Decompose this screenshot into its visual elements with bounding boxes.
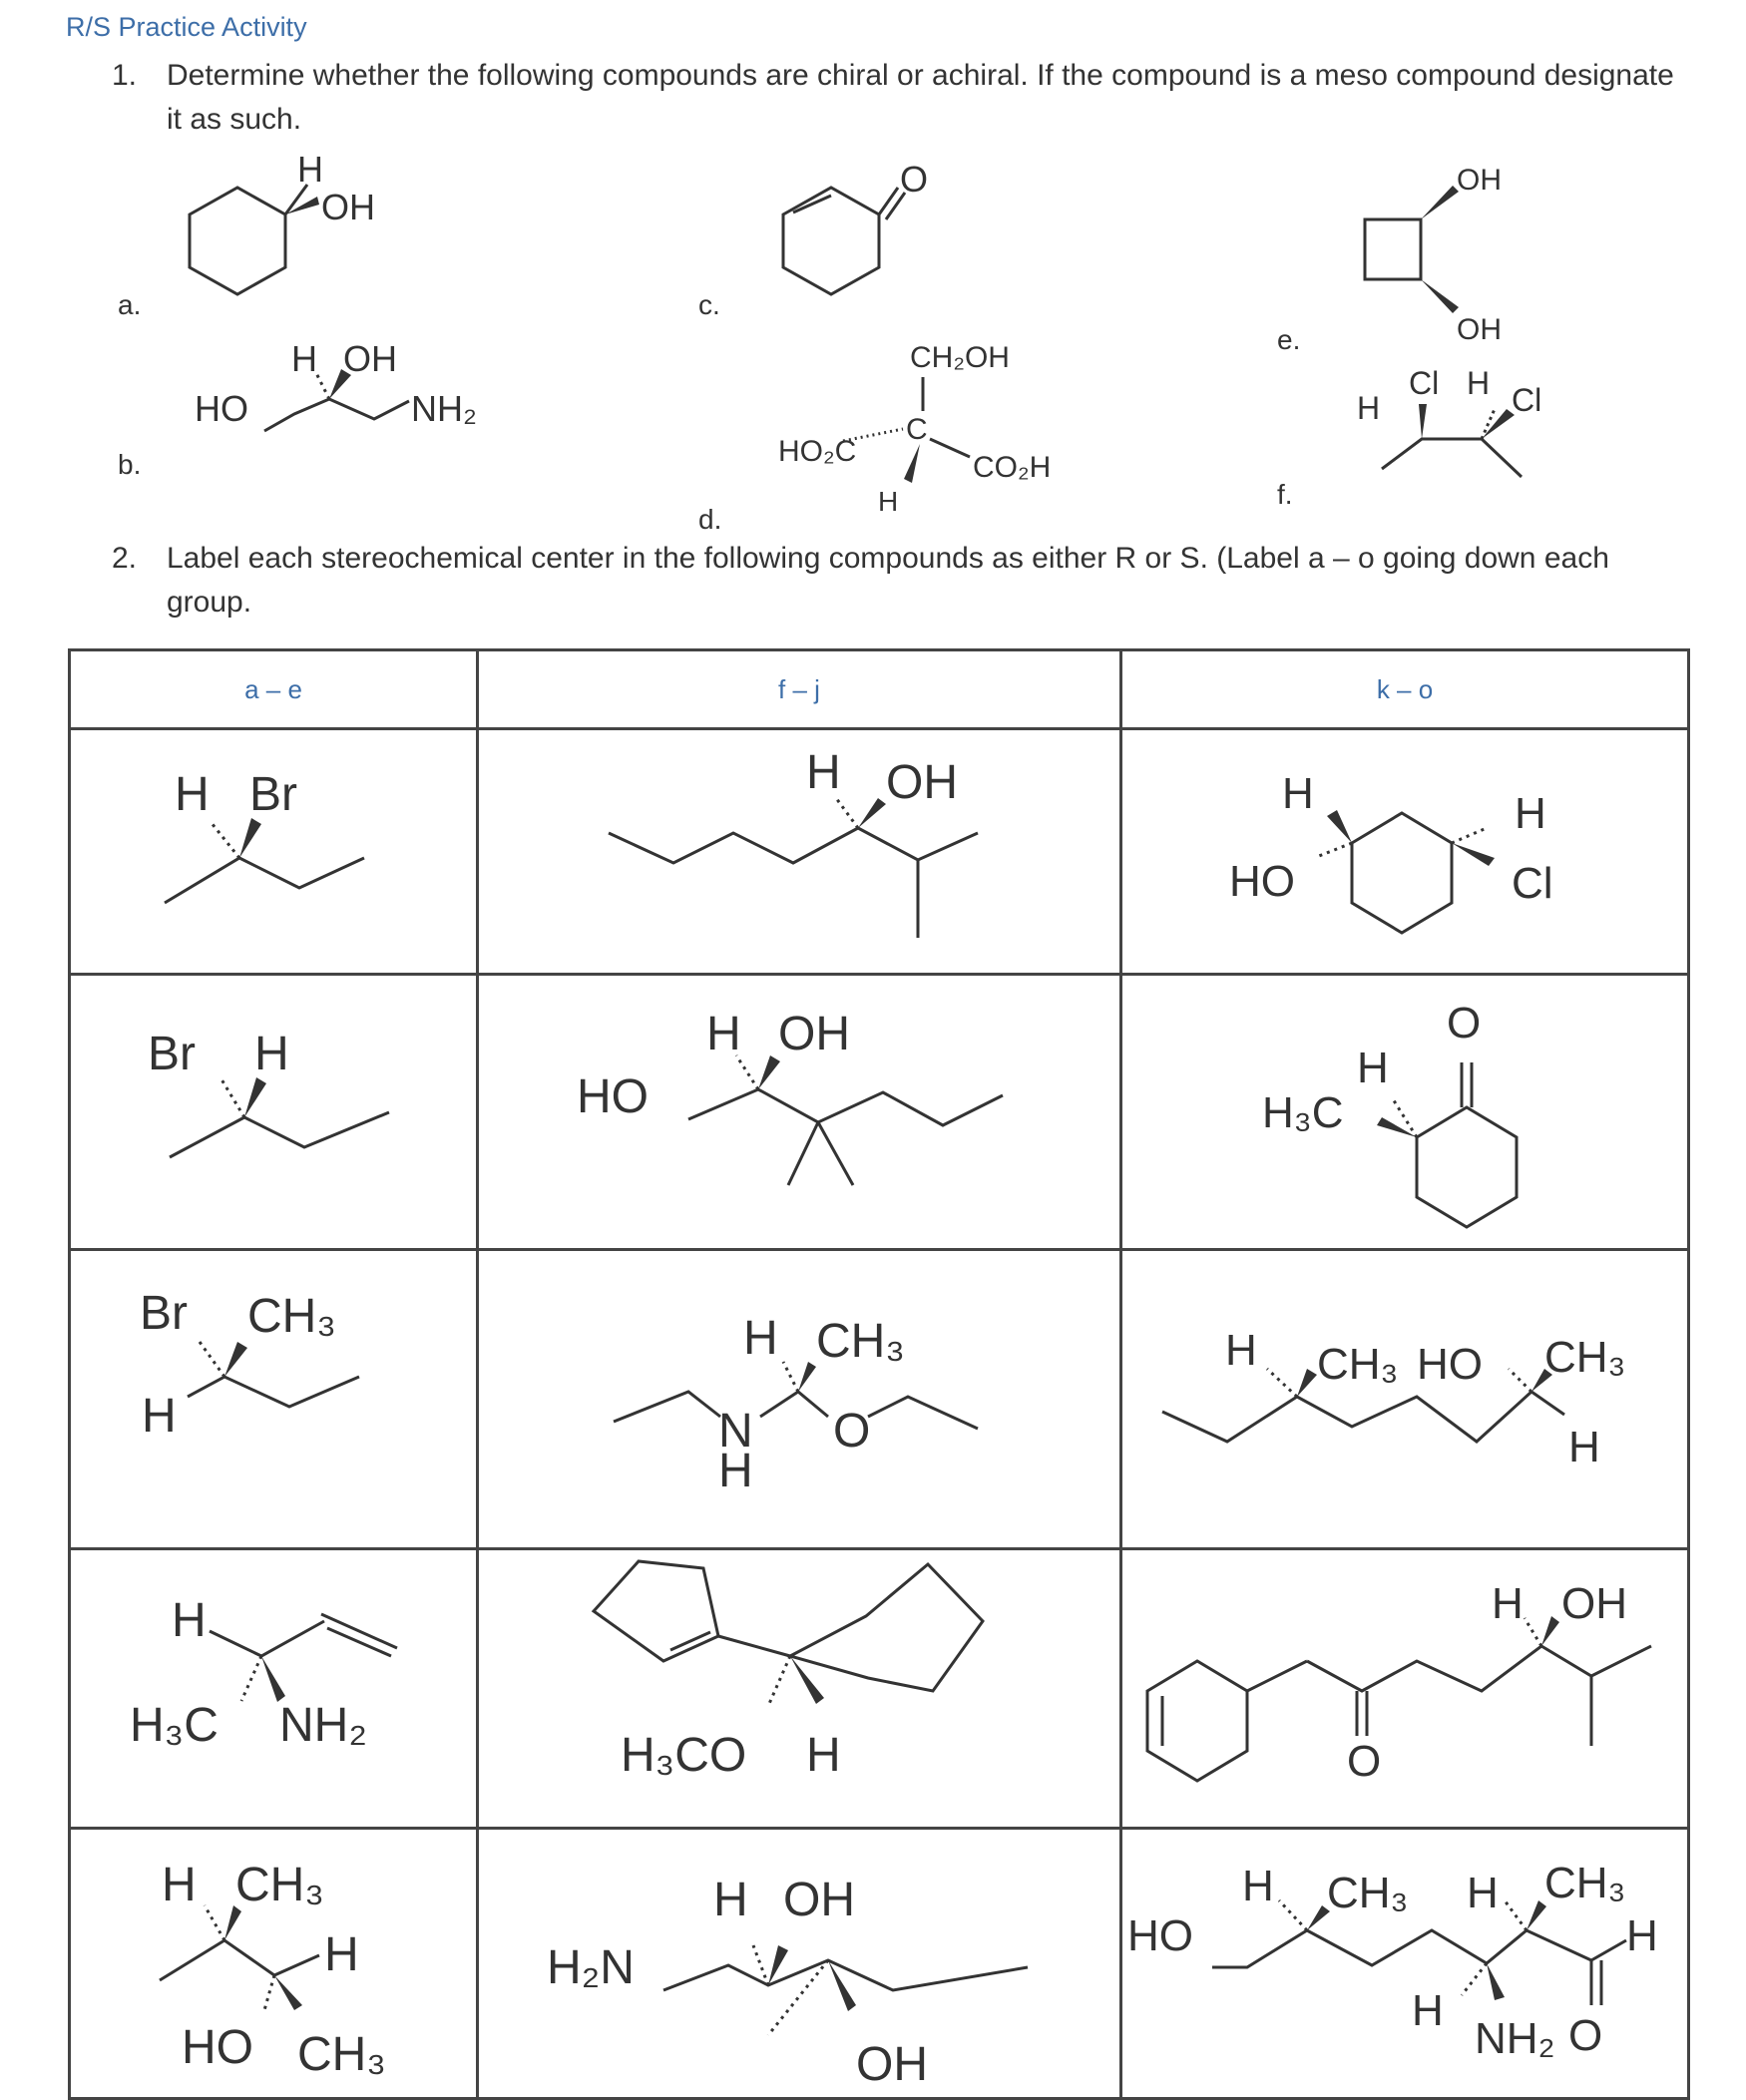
column-header-a-e: a – e [70, 650, 478, 729]
molecule-2h [614, 1312, 978, 1497]
molecule-1f [1357, 365, 1541, 477]
atom-label: Br [249, 768, 297, 821]
atom-label: H [1412, 1986, 1444, 2035]
atom-label: O [1447, 999, 1482, 1048]
atom-label: H₂N [547, 1941, 635, 1994]
atom-label: H [713, 1874, 748, 1926]
atom-label: CH₃ [247, 1290, 336, 1343]
molecule-2e [160, 1859, 386, 2081]
atom-label: H [1357, 390, 1381, 426]
molecule-2b [148, 1028, 389, 1157]
question-1-text: Determine whether the following compounds are chiral or achiral. If the compound is a meso compound designate it as such. [167, 59, 1674, 136]
atom-label: CH₃ [1544, 1859, 1626, 1907]
atom-label: OH [1457, 313, 1502, 346]
atom-label: HO [182, 2021, 253, 2074]
atom-label: OH [343, 338, 397, 379]
atom-label: OH [321, 187, 375, 227]
column-header-k-o: k – o [1121, 650, 1689, 729]
molecule-1a [190, 149, 375, 294]
label-1d: d. [698, 504, 722, 535]
molecule-2c [140, 1287, 359, 1443]
atom-label: H [878, 486, 899, 517]
atom-label: OH [783, 1874, 855, 1926]
atom-label: O [1568, 2011, 1603, 2060]
atom-label: HO₂C [778, 435, 857, 468]
atom-label: H [1467, 1869, 1499, 1917]
atom-label: NH₂ [1475, 2014, 1555, 2063]
atom-label: H [254, 1028, 289, 1080]
atom-label: HO [1229, 857, 1295, 906]
molecule-1d [778, 341, 1051, 517]
molecule-2d [130, 1594, 397, 1752]
atom-label: H [297, 149, 323, 190]
atom-label: C [906, 413, 928, 446]
atom-label: O [833, 1405, 871, 1458]
molecule-2k [1229, 769, 1553, 933]
atom-label: Br [140, 1287, 188, 1340]
atom-label: NH₂ [279, 1699, 367, 1752]
column-header-f-j: f – j [478, 650, 1121, 729]
label-1c: c. [698, 289, 720, 320]
atom-label: CH₂OH [910, 341, 1010, 374]
molecule-1e [1365, 164, 1502, 346]
molecule-2a [165, 768, 364, 903]
atom-label: OH [1457, 164, 1502, 197]
atom-label: H [172, 1594, 207, 1647]
atom-label: HO [195, 388, 248, 429]
atom-label: H [706, 1008, 741, 1060]
label-1a: a. [118, 289, 142, 320]
molecule-2j [547, 1874, 1028, 2091]
atom-label: Cl [1512, 382, 1542, 418]
atom-label: H [1515, 789, 1546, 838]
atom-label: Cl [1512, 859, 1553, 908]
atom-label: H [291, 338, 317, 379]
molecule-1c [783, 159, 928, 294]
atom-label: H [1242, 1862, 1274, 1910]
atom-label: OH [778, 1008, 850, 1060]
atom-label: H₃C [1262, 1088, 1344, 1137]
atom-label: N [718, 1405, 753, 1458]
atom-label: OH [886, 756, 958, 809]
atom-label: H [718, 1445, 753, 1497]
atom-label: H [1492, 1579, 1524, 1628]
question-2-text: Label each stereochemical center in the following compounds as either R or S. (Label a – o going down each group. [167, 542, 1609, 619]
atom-label: CH₃ [1544, 1333, 1626, 1382]
molecule-2g [577, 1008, 1003, 1185]
atom-label: H₃CO [621, 1729, 747, 1782]
atom-label: CH₃ [1317, 1340, 1399, 1389]
atom-label: CO₂H [973, 451, 1052, 484]
molecule-2n [1147, 1579, 1651, 1786]
atom-label: O [1347, 1737, 1382, 1786]
atom-label: CH₃ [297, 2028, 386, 2081]
atom-label: H [1568, 1423, 1600, 1471]
atom-label: H [1626, 1911, 1658, 1960]
atom-label: CH₃ [816, 1315, 905, 1368]
atom-label: H [1282, 769, 1314, 818]
atom-label: H [142, 1390, 177, 1443]
molecule-2f [609, 746, 978, 938]
atom-label: O [900, 159, 929, 200]
atom-label: H [1225, 1326, 1257, 1375]
atom-label: Br [148, 1028, 196, 1080]
question-1-number: 1. [112, 59, 138, 92]
question-2-number: 2. [112, 542, 138, 575]
label-1b: b. [118, 449, 142, 480]
molecule-2m [1162, 1326, 1625, 1471]
atom-label: H [1357, 1044, 1389, 1092]
label-1f: f. [1277, 479, 1293, 510]
atom-label: HO [577, 1070, 649, 1123]
molecule-2i [594, 1561, 983, 1782]
molecule-2l [1262, 999, 1517, 1227]
atom-label: H [324, 1928, 359, 1981]
atom-label: H₃C [130, 1699, 218, 1752]
atom-label: H [743, 1312, 778, 1365]
atom-label: OH [856, 2038, 928, 2091]
atom-label: CH₃ [235, 1859, 324, 1911]
atom-label: H [175, 768, 210, 821]
atom-label: OH [1561, 1579, 1627, 1628]
atom-label: CH₃ [1327, 1869, 1409, 1917]
page-title: R/S Practice Activity [66, 12, 307, 42]
atom-label: Cl [1409, 365, 1440, 401]
atom-label: NH₂ [411, 388, 477, 429]
atom-label: HO [1417, 1340, 1483, 1389]
label-1e: e. [1277, 324, 1301, 355]
atom-label: H [1467, 365, 1491, 401]
molecule-1b [195, 338, 477, 431]
atom-label: HO [1127, 1911, 1193, 1960]
atom-label: H [806, 746, 841, 799]
atom-label: H [806, 1729, 841, 1782]
atom-label: H [162, 1859, 197, 1911]
molecule-2o [1127, 1859, 1658, 2063]
